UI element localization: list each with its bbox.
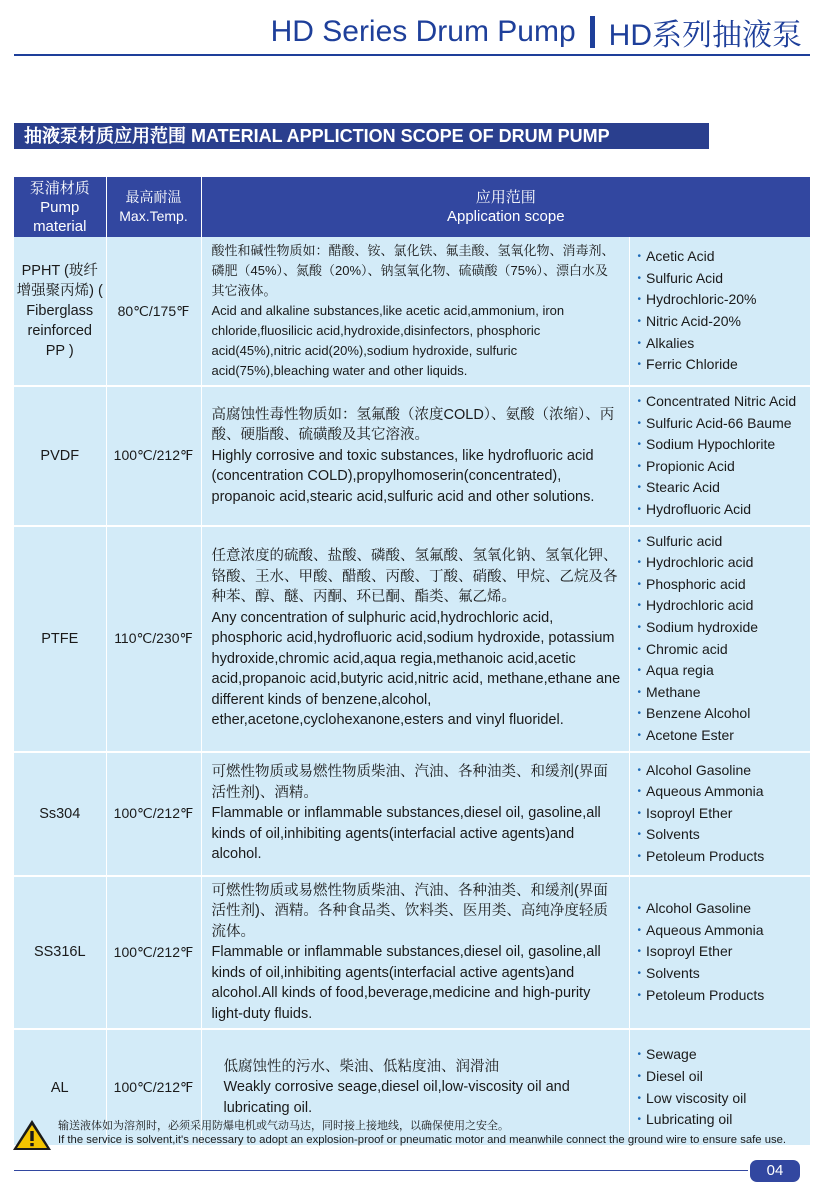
list-item: • Benzene Alcohol: [638, 703, 805, 725]
list-item: • Sodium Hypochlorite: [638, 434, 805, 456]
temp-cell: 110℃/230℉: [106, 526, 201, 752]
list-item: • Alcohol Gasoline: [638, 760, 805, 782]
warning-triangle-icon: [12, 1119, 52, 1151]
list-item: • Stearic Acid: [638, 477, 805, 499]
list-item: • Sewage: [638, 1044, 805, 1066]
application-en: Any concentration of sulphuric acid,hydrochloric acid, phosphoric acid,hydrofluoric acid,sodium hydroxide, potassium hydroxide,chromic acid,aqua regia,methanoic acid,acetic acid,propanoic acid,butyric acid,nitric acid, methane,ethane ane different kinds of benzene,alcohol, ether,acetone,cyclohexanone,esters and vinyl fluoridel.: [211, 609, 621, 729]
header-divider: [14, 54, 810, 56]
examples-cell: [629, 237, 810, 386]
list-item: • Aqueous Ammonia: [638, 781, 805, 803]
column-header-application-en: Application scope: [446, 208, 565, 225]
material-cell: Ss304: [14, 752, 106, 876]
application-cell: [201, 752, 629, 876]
list-item: • Methane: [638, 682, 805, 704]
warning-text-en: If the service is solvent,it's necessary to adopt an explosion-proof or pneumatic motor and meanwhile connect the ground wire to ensure safe use.: [58, 1134, 787, 1146]
safety-warning: [12, 1113, 812, 1153]
table-row: [14, 386, 810, 526]
application-cn: 高腐蚀性毒性物质如：氢氟酸（浓度COLD）、氨酸（浓缩）、丙酸、硬脂酸、硫磺酸及其它溶液。: [211, 406, 615, 444]
list-item: • Isoproyl Ether: [638, 941, 805, 963]
application-en: Acid and alkaline substances,like acetic acid,ammonium, iron chloride,fluosilicic acid,hydroxide,disinfectors, phosphoric acid(45%),nitric acid(20%),sodium hydroxide, sulfuric acid(75%),bleaching water and other liquids.: [211, 303, 565, 378]
page-header: [0, 0, 820, 60]
list-item: • Hydrochloric acid: [638, 552, 805, 574]
application-en: Flammable or inflammable substances,diesel oil, gasoline,all kinds of oil,inhibiting agents(interfacial active agents)and alcohol.All kinds of food,beverage,medicine and high-purity light-duty fluids.: [211, 944, 601, 1022]
list-item: • Phosphoric acid: [638, 574, 805, 596]
page-title: [271, 10, 802, 54]
material-cell: AL: [14, 1029, 106, 1146]
list-item: • Lubricating oil: [638, 1109, 805, 1131]
table-row: [14, 876, 810, 1030]
table-row: [14, 752, 810, 876]
list-item: • Propionic Acid: [638, 456, 805, 478]
list-item: • Hydrochloric acid: [638, 595, 805, 617]
title-english: HD Series Drum Pump: [270, 15, 576, 48]
list-item: • Ferric Chloride: [638, 354, 805, 376]
material-cell: PVDF: [14, 386, 106, 526]
application-cell: [201, 237, 629, 386]
application-cn: 低腐蚀性的污水、柴油、低粘度油、润滑油: [223, 1058, 499, 1075]
column-header-material-cn: 泵浦材质: [29, 179, 90, 197]
application-en: Weakly corrosive seage,diesel oil,low-viscosity oil and lubricating oil.: [223, 1079, 570, 1116]
application-cn: 可燃性物质或易燃性物质柴油、汽油、各种油类、和缓剂(界面活性剂)、酒精。各种食品类、饮料类、医用类、高纯净度轻质流体。: [211, 882, 608, 940]
table-header-row: [14, 177, 810, 237]
application-cell: [201, 876, 629, 1030]
application-en: Flammable or inflammable substances,diesel oil, gasoline,all kinds of oil,inhibiting agents(interfacial active agents)and alcohol.: [211, 805, 601, 863]
list-item: • Acetic Acid: [638, 246, 805, 268]
warning-text-cn: 输送液体如为溶剂时，必须采用防爆电机或气动马达，同时接上接地线，以确保使用之安全。: [58, 1119, 509, 1132]
list-item: • Sulfuric Acid: [638, 268, 805, 290]
column-header-temp-cn: 最高耐温: [125, 189, 182, 205]
column-header-temp: [106, 177, 201, 237]
application-en: Highly corrosive and toxic substances, like hydrofluoric acid (concentration COLD),propylhomoserin(concentrated), propanoic acid,stearic acid,sulfuric acid and other solutions.: [211, 447, 595, 505]
list-item: • Solvents: [638, 824, 805, 846]
column-header-application-cn: 应用范围: [475, 189, 536, 206]
table-row: [14, 526, 810, 752]
application-cell: [201, 386, 629, 526]
footer-divider: [14, 1170, 748, 1171]
application-cn: 任意浓度的硫酸、盐酸、磷酸、氢氟酸、氢氧化钠、氢氧化钾、铬酸、王水、甲酸、醋酸、丙酸、丁酸、硝酸、甲烷、乙烷及各种苯、醇、醚、丙酮、环已酮、酯类、氟乙烯。: [211, 548, 618, 606]
column-header-material-en: Pump material: [33, 198, 87, 235]
page-number: 04: [750, 1160, 800, 1182]
list-item: • Diesel oil: [638, 1066, 805, 1088]
temp-cell: 100℃/212℉: [106, 752, 201, 876]
column-header-temp-en: Max.Temp.: [119, 208, 188, 224]
table-row: [14, 237, 810, 386]
list-item: • Sodium hydroxide: [638, 617, 805, 639]
temp-cell: 100℃/212℉: [106, 1029, 201, 1146]
list-item: • Alcohol Gasoline: [638, 898, 805, 920]
list-item: • Aqueous Ammonia: [638, 920, 805, 942]
application-cn: 酸性和碱性物质如：醋酸、铵、氯化铁、氟圭酸、氢氧化物、消毒剂、磷肥（45%）、氮酸（20%）、钠氢氧化物、硫磺酸（75%）、漂白水及其它液体。: [211, 243, 615, 298]
list-item: • Isoproyl Ether: [638, 803, 805, 825]
list-item: • Alkalies: [638, 333, 805, 355]
material-cell: SS316L: [14, 876, 106, 1030]
list-item: • Sulfuric acid: [638, 531, 805, 553]
temp-cell: 100℃/212℉: [106, 386, 201, 526]
examples-cell: [629, 752, 810, 876]
list-item: • Nitric Acid-20%: [638, 311, 805, 333]
list-item: • Low viscosity oil: [638, 1088, 805, 1110]
list-item: • Petoleum Products: [638, 846, 805, 868]
temp-cell: 80℃/175℉: [106, 237, 201, 386]
list-item: • Petoleum Products: [638, 985, 805, 1007]
list-item: • Solvents: [638, 963, 805, 985]
examples-cell: [629, 876, 810, 1030]
temp-cell: 100℃/212℉: [106, 876, 201, 1030]
list-item: • Acetone Ester: [638, 725, 805, 747]
title-separator: [590, 16, 595, 48]
application-cell: [201, 526, 629, 752]
examples-cell: [629, 526, 810, 752]
material-scope-table: [14, 177, 810, 1147]
list-item: • Chromic acid: [638, 639, 805, 661]
column-header-application: [201, 177, 810, 237]
list-item: • Aqua regia: [638, 660, 805, 682]
column-header-material: [14, 177, 106, 237]
title-chinese: HD系列抽液泵: [608, 19, 802, 52]
list-item: • Hydrofluoric Acid: [638, 499, 805, 521]
list-item: • Concentrated Nitric Acid: [638, 391, 805, 413]
examples-cell: [629, 386, 810, 526]
material-cell: PPHT (玻纤增强聚丙烯) ( Fiberglass reinforced PP ): [14, 237, 106, 386]
application-cn: 可燃性物质或易燃性物质柴油、汽油、各种油类、和缓剂(界面活性剂)、酒精。: [211, 764, 608, 801]
list-item: • Sulfuric Acid-66 Baume: [638, 413, 805, 435]
material-cell: PTFE: [14, 526, 106, 752]
section-title: 抽液泵材质应用范围 MATERIAL APPLICTION SCOPE OF DRUM PUMP: [14, 123, 709, 149]
list-item: • Hydrochloric-20%: [638, 289, 805, 311]
